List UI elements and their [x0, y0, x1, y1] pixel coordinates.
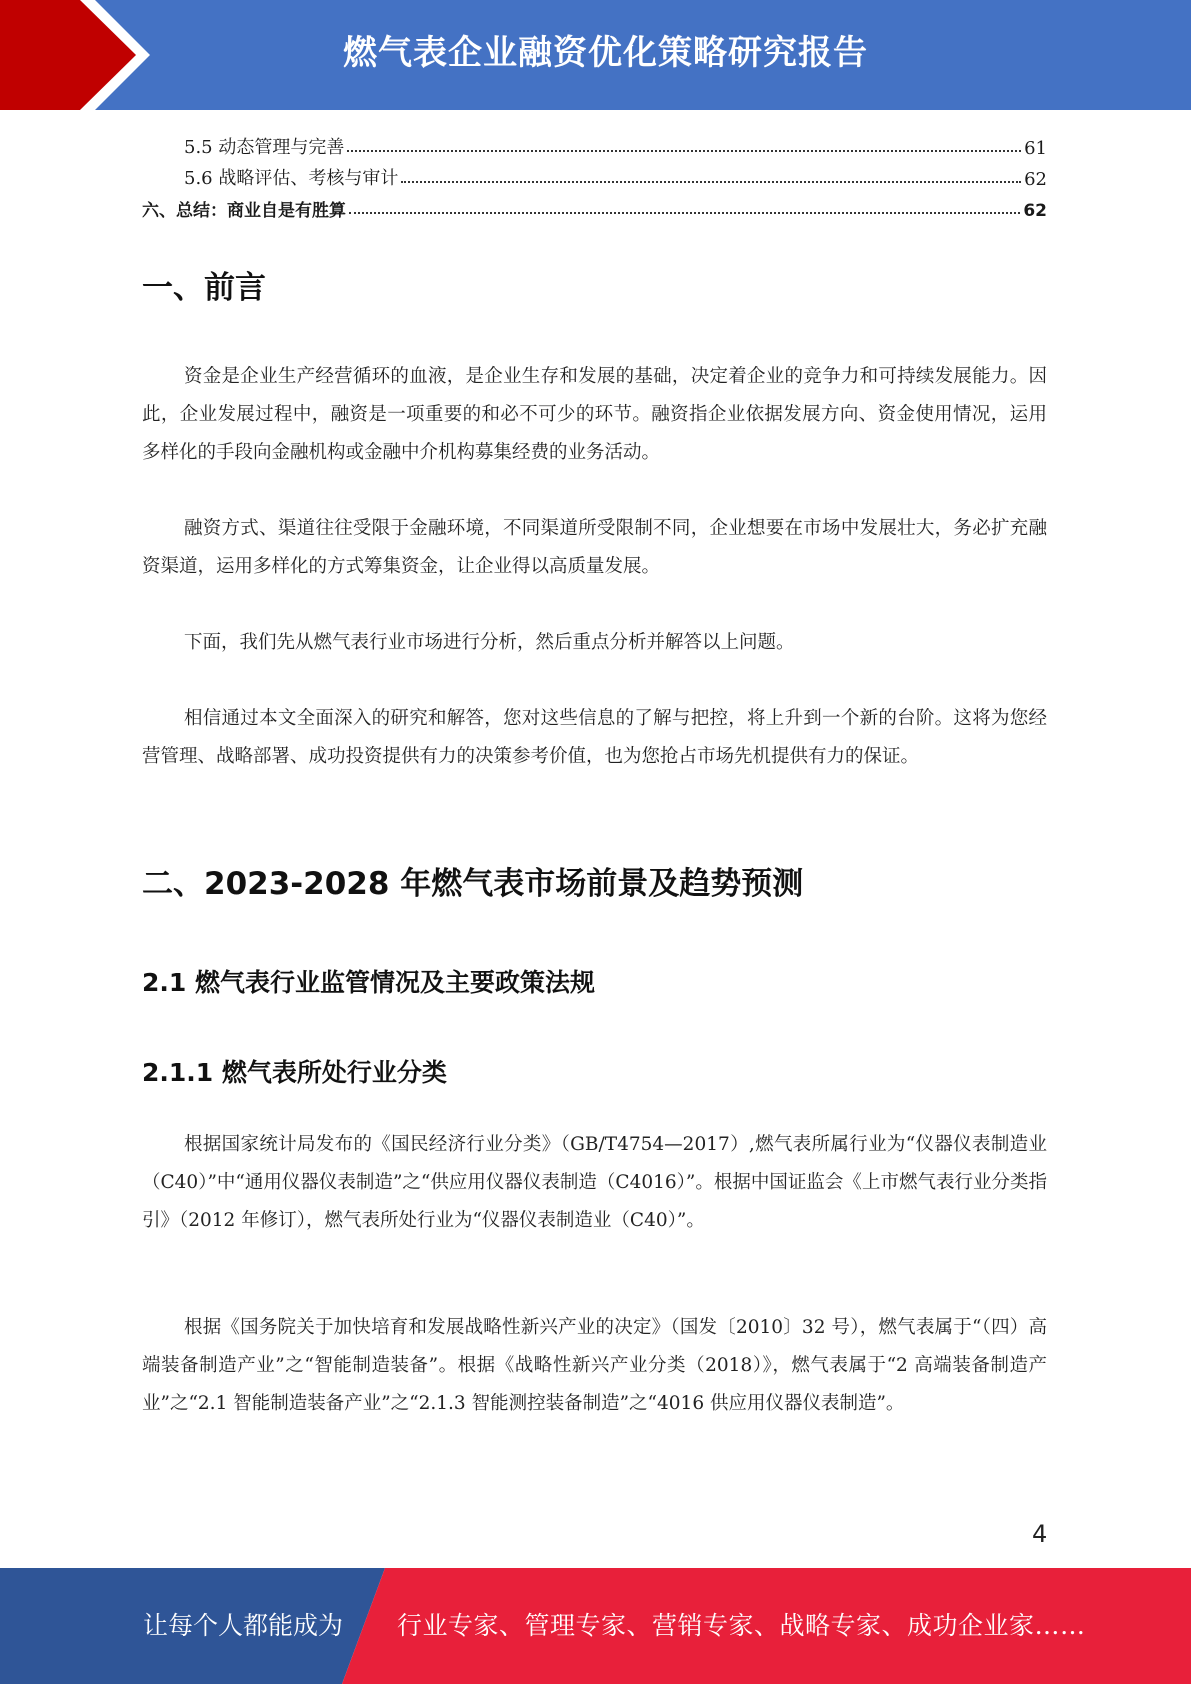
toc-entry-label: 六、总结：商业自是有胜算: [142, 201, 346, 221]
page-number: 4: [1032, 1520, 1048, 1548]
toc-entry[interactable]: [142, 190, 1047, 221]
toc-leader-dots: [401, 181, 1021, 183]
subsection-heading-regulation: 2.1 燃气表行业监管情况及主要政策法规: [142, 968, 595, 997]
header-title: 燃气表企业融资优化策略研究报告: [343, 33, 868, 73]
toc-entry-page: 62: [1024, 169, 1047, 190]
section-heading-market-outlook: 二、2023-2028 年燃气表市场前景及趋势预测: [142, 866, 804, 902]
toc-leader-dots: [349, 212, 1020, 214]
toc-leader-dots: [347, 150, 1021, 152]
section-heading-preface: 一、前言: [142, 270, 266, 306]
paragraph: 相信通过本文全面深入的研究和解答，您对这些信息的了解与把控，将上升到一个新的台阶。这将为您经营管理、战略部署、成功投资提供有力的决策参考价值，也为您抢占市场先机提供有力的保证。: [142, 708, 1047, 767]
page-header: [0, 0, 1191, 110]
paragraph: 融资方式、渠道往往受限于金融环境，不同渠道所受限制不同，企业想要在市场中发展壮大，务必扩充融资渠道，运用多样化的方式筹集资金，让企业得以高质量发展。: [142, 518, 1047, 577]
paragraph: 根据《国务院关于加快培育和发展战略性新兴产业的决定》（国发〔2010〕32 号），燃气表属于“（四）高端装备制造产业”之“智能制造装备”。根据《战略性新兴产业分类（2018）》，燃气表属于“2 高端装备制造产业”之“2.1 智能制造装备产业”之“2.1.3 智能测控装备制造”之“4016 供应用仪器仪表制造”。: [142, 1317, 1047, 1414]
paragraph: 根据国家统计局发布的《国民经济行业分类》（GB/T4754—2017）,燃气表所属行业为“仪器仪表制造业（C40）”中“通用仪器仪表制造”之“供应用仪器仪表制造（C4016）”。根据中国证监会《上市燃气表行业分类指引》（2012 年修订），燃气表所处行业为“仪器仪表制造业（C40）”。: [142, 1134, 1047, 1231]
paragraph: 资金是企业生产经营循环的血液，是企业生存和发展的基础，决定着企业的竞争力和可持续发展能力。因此，企业发展过程中，融资是一项重要的和必不可少的环节。融资指企业依据发展方向、资金使用情况，运用多样化的手段向金融机构或金融中介机构募集经费的业务活动。: [142, 366, 1047, 463]
paragraph: 下面，我们先从燃气表行业市场进行分析，然后重点分析并解答以上问题。: [184, 632, 795, 653]
page-footer: [0, 1568, 1191, 1684]
subsection-heading-industry-classification: 2.1.1 燃气表所处行业分类: [142, 1058, 447, 1087]
table-of-contents: [142, 128, 1047, 221]
toc-entry-page: 62: [1023, 201, 1047, 221]
toc-entry-label: 5.6 战略评估、考核与审计: [184, 168, 399, 189]
toc-entry[interactable]: [142, 128, 1047, 159]
toc-entry[interactable]: [142, 159, 1047, 190]
toc-entry-label: 5.5 动态管理与完善: [184, 137, 345, 158]
footer-slogan-right: 行业专家、管理专家、营销专家、战略专家、成功企业家……: [397, 1611, 1086, 1640]
footer-slogan-left: 让每个人都能成为: [143, 1611, 344, 1640]
toc-entry-page: 61: [1024, 138, 1047, 159]
